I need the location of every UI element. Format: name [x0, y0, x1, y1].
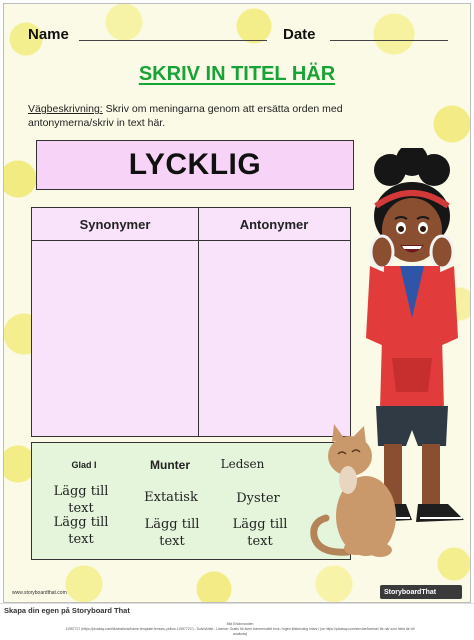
credits-text: 11957727 (https://pixabay.com/illustrations/frame-template-lemons-yellow-11957727/) - DutchArtist - License: Gratis för även kommersiellt bruk / ingen tillskrivning krävs / (se https://pixabay.com/service/license/ för när som helst de vill använda): [65, 627, 415, 636]
sheet-url: www.storyboardthat.com: [12, 590, 67, 596]
word-bank: [31, 442, 351, 560]
date-line[interactable]: [330, 40, 448, 41]
word-bank-item[interactable]: Ledsen: [220, 457, 265, 471]
word-bank-item[interactable]: Lägg till text: [53, 515, 109, 547]
antonyms-cell[interactable]: [199, 242, 350, 436]
word-bank-item[interactable]: Lägg till text: [53, 484, 109, 516]
cat-illustration: [308, 424, 408, 564]
main-word: LYCKLIG: [128, 148, 262, 181]
storyboardthat-logo[interactable]: [380, 585, 462, 599]
date-label: Date: [283, 26, 316, 43]
instructions[interactable]: [28, 102, 428, 130]
header-divider: [32, 240, 350, 241]
credits-heading: Bild Erkännanden: [226, 622, 254, 626]
antonyms-header: Antonymer: [239, 217, 309, 232]
word-bank-item[interactable]: Lägg till text: [144, 517, 200, 549]
synonym-antonym-table: [31, 207, 351, 437]
instructions-label: Vägbeskrivning:: [28, 103, 103, 115]
word-bank-item[interactable]: Extatisk: [144, 490, 198, 505]
logo-text: StoryboardThat: [384, 588, 437, 596]
synonyms-cell[interactable]: [32, 242, 197, 436]
instructions-text: Skriv om meningarna genom att ersätta orden med antonymerna/skriv in text här.: [28, 103, 343, 129]
word-bank-item[interactable]: Munter: [150, 458, 190, 472]
word-bank-item[interactable]: Dyster: [236, 491, 280, 506]
main-word-box[interactable]: [36, 140, 354, 190]
worksheet-title[interactable]: SKRIV IN TITEL HÄR: [138, 63, 336, 85]
footer-credits: [60, 622, 420, 637]
word-bank-item[interactable]: Lägg till text: [232, 517, 288, 549]
name-label: Name: [28, 26, 69, 43]
synonyms-header: Synonymer: [79, 217, 151, 232]
name-line[interactable]: [79, 40, 267, 41]
footer-cta-link[interactable]: Skapa din egen på Storyboard That: [4, 606, 130, 615]
word-bank-item[interactable]: Glad I: [71, 460, 97, 470]
